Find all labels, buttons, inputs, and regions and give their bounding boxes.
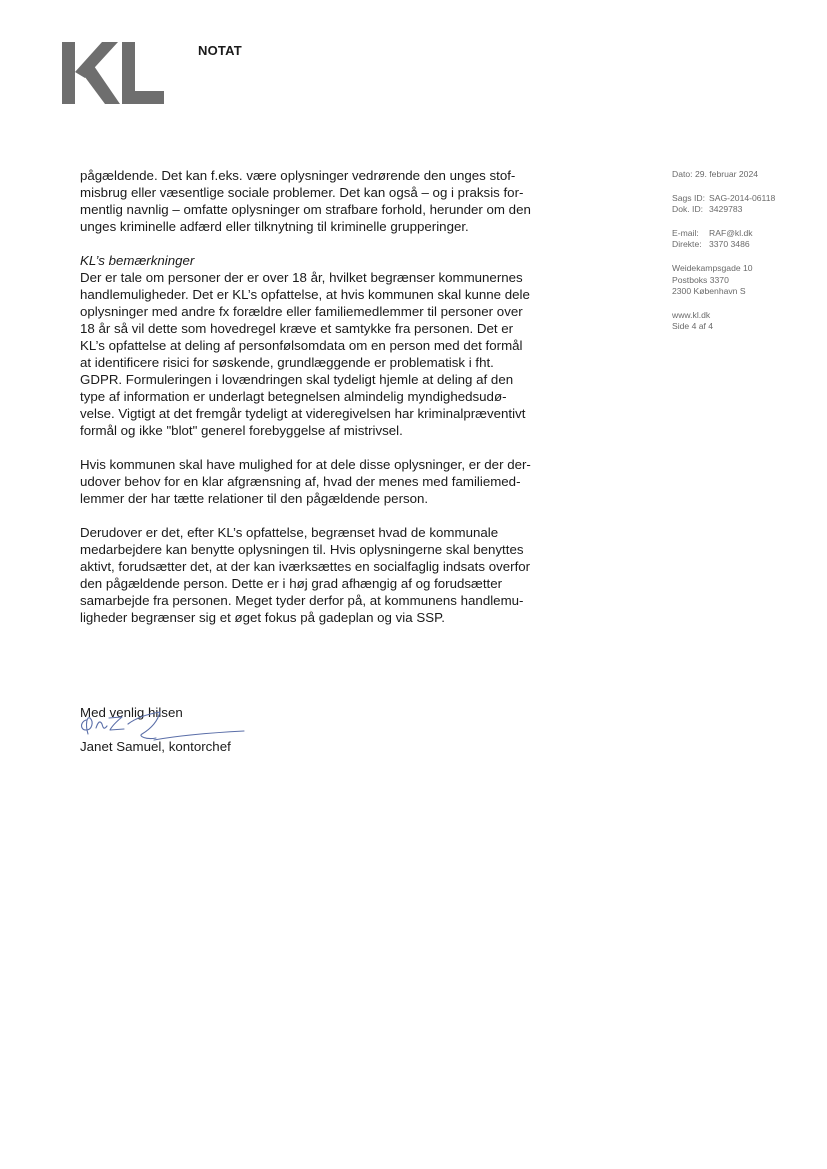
date-label: Dato: (672, 169, 693, 179)
doc-id-label: Dok. ID: (672, 204, 704, 215)
phone-row (672, 239, 822, 251)
date-value: 29. februar 2024 (694, 169, 759, 179)
section-heading: KL’s bemærkninger (80, 253, 195, 268)
text-line: handlemuligheder. Det er KL’s opfattelse, at hvis kommunen skal kunne dele (80, 287, 530, 302)
text-line: medarbejdere kan benytte oplysningen til. Hvis oplysningerne skal benyttes (80, 542, 524, 557)
date-group (672, 169, 822, 181)
case-id-row (672, 193, 822, 205)
phone-label: Direkte: (672, 239, 702, 250)
email-label: E-mail: (672, 227, 699, 238)
paragraph-kl-remarks (80, 252, 560, 439)
email-row (672, 228, 822, 240)
web-page-group (672, 310, 822, 333)
paragraph-municipal-staff (80, 524, 560, 626)
letter-body (80, 167, 560, 643)
text-line: KL’s opfattelse at deling af personfølsomdata om en person med det formål (80, 338, 523, 353)
text-line: pågældende. Det kan f.eks. være oplysninger vedrørende den unges stof- (80, 168, 516, 183)
text-line: formål og ikke "blot" generel forebyggelse af mistrivsel. (80, 423, 403, 438)
address-postbox: Postboks 3370 (672, 274, 729, 285)
text-line: lemmer der har tætte relationer til den pågældende person. (80, 491, 429, 506)
signer-name: Janet Samuel, kontorchef (80, 739, 231, 754)
page-number: Side 4 af 4 (672, 321, 714, 332)
text-line: misbrug eller væsentlige sociale problemer. Det kan også – og i praksis for- (80, 185, 524, 200)
case-id-label: Sags ID: (672, 192, 705, 203)
kl-logo (62, 42, 164, 104)
email-link[interactable]: RAF@kl.dk (709, 227, 753, 238)
document-type-label: NOTAT (198, 43, 242, 58)
text-line: Derudover er det, efter KL’s opfattelse, begrænset hvad de kommunale (80, 525, 499, 540)
doc-id-row (672, 204, 822, 216)
text-line: Der er tale om personer der er over 18 år, hvilket begrænser kommunernes (80, 270, 523, 285)
text-line: mentlig navnlig – omfatte oplysninger om strafbare forhold, herunder om den (80, 202, 531, 217)
text-line: aktivt, forudsætter det, at der kan iværksættes en socialfaglig indsats overfor (80, 559, 531, 574)
document-metadata-sidebar (672, 169, 822, 345)
text-line: 18 år så vil dette som hovedregel kræve et samtykke fra personen. Det er (80, 321, 514, 336)
text-line: type af information er underlagt betegnelsen almindelig myndighedsudø- (80, 389, 507, 404)
phone-value: 3370 3486 (709, 239, 750, 250)
text-line: udover behov for en klar afgrænsning af, hvad der menes med familiemed- (80, 474, 521, 489)
text-line: den pågældende person. Dette er i høj grad afhængig af og forudsætter (80, 576, 503, 591)
paragraph-family-members (80, 456, 560, 507)
greeting: Med venlig hilsen (80, 705, 183, 720)
case-id-value: SAG-2014-06118 (709, 192, 776, 203)
contact-group (672, 228, 822, 251)
text-line: ligheder begrænser sig et øget fokus på gadeplan og via SSP. (80, 610, 445, 625)
date-row (672, 169, 822, 181)
address-city: 2300 København S (672, 286, 746, 297)
text-line: GDPR. Formuleringen i lovændringen skal tydeligt hjemle at deling af den (80, 372, 514, 387)
website-link[interactable]: www.kl.dk (672, 309, 711, 320)
address-group (672, 263, 822, 298)
text-line: Hvis kommunen skal have mulighed for at dele disse oplysninger, er der der- (80, 457, 531, 472)
text-line: at identificere risici for søskende, grundlæggende er problematisk i fht. (80, 355, 494, 370)
text-line: oplysninger med andre fx forældre eller familiemedlemmer til personer over (80, 304, 523, 319)
id-group (672, 193, 822, 216)
doc-id-value: 3429783 (709, 204, 743, 215)
handwritten-signature (76, 700, 256, 750)
text-line: samarbejde fra personen. Meget tyder derfor på, at kommunens handlemu- (80, 593, 524, 608)
paragraph-intro (80, 167, 560, 235)
address-street: Weidekampsgade 10 (672, 262, 753, 273)
text-line: velse. Vigtigt at det fremgår tydeligt at videregivelsen har kriminalpræventivt (80, 406, 526, 421)
text-line: unges kriminelle adfærd eller tilknytning til kriminelle grupperinger. (80, 219, 469, 234)
